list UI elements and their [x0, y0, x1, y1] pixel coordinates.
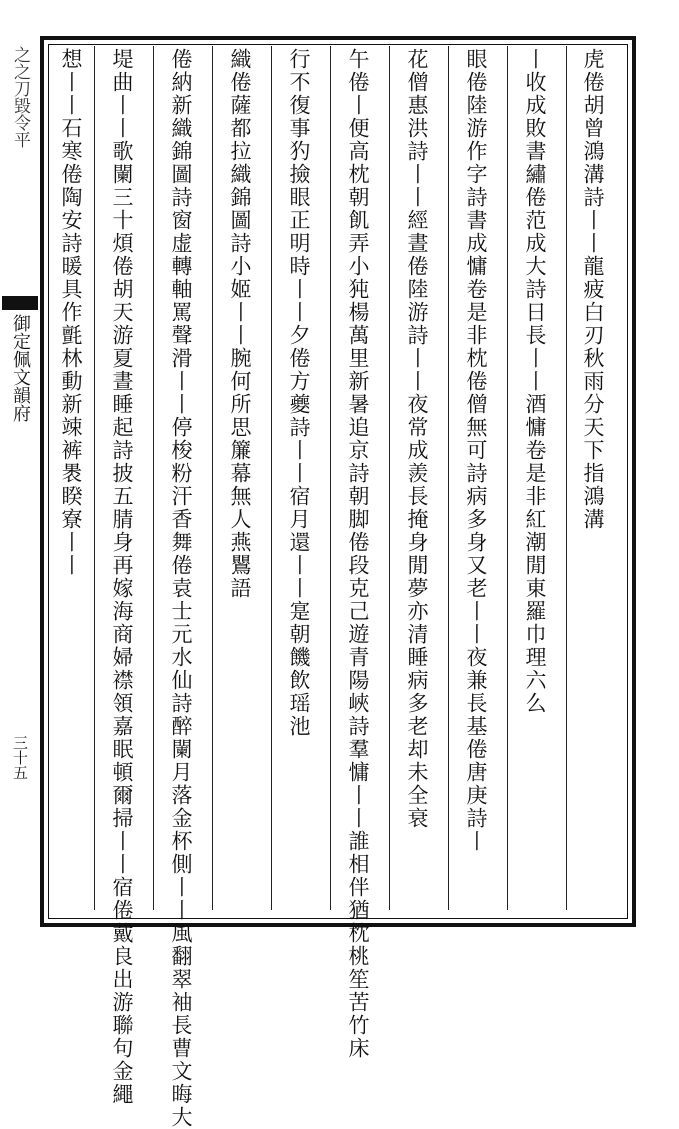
column-rule	[94, 46, 95, 910]
column-rule	[507, 46, 508, 910]
text-column-10: 想丨丨石寒倦陶安詩暖具作氈林動新竦裤褁睽寮丨丨	[59, 48, 83, 577]
column-rule	[389, 46, 390, 910]
text-column-2: 丨收成敗書繡倦范成大詩日長丨丨酒慵卷是非紅潮閒東羅巾理六么	[523, 48, 547, 715]
text-column-5: 午倦丨便高枕朝飢弄小㹠楊萬里新暑追京詩朝脚倦段克己遊青陽峽詩羣慵丨丨誰相伴猶枕桃笙苦竹床	[346, 48, 370, 1060]
page-number: 三十五	[11, 735, 29, 780]
column-rule	[448, 46, 449, 910]
margin-fragment-text: 之之刀毀令平	[10, 46, 30, 148]
text-column-7: 織倦薩都拉織錦圖詩小姬丨丨腕何所思簾幕無人燕鸎語	[228, 48, 252, 600]
text-column-6: 行不復事犳撿眼正明時丨丨夕倦方夔詩丨丨宿月還丨丨寔朝饑飲瑶池	[287, 48, 311, 738]
fish-tail-ornament	[2, 296, 38, 310]
text-column-3: 眼倦陸游作字詩書成慵卷是非枕倦僧無可詩病多身又老丨丨夜兼長基倦唐庚詩丨	[464, 48, 488, 853]
page-margin	[0, 0, 40, 969]
column-rule	[330, 46, 331, 910]
column-rule	[153, 46, 154, 910]
book-title: 御定佩文韻府	[10, 314, 31, 422]
column-rule	[566, 46, 567, 910]
text-column-8: 倦納新織錦圖詩窗虚轉軸罵聲滑丨丨停梭粉汗香舞倦袁士元水仙詩醉闌月落金杯側丨丨風翻翠袖長曹文晦大	[169, 48, 193, 1129]
column-rule	[212, 46, 213, 910]
text-column-1: 虎倦胡曾鴻溝詩丨丨龍疲白刃秋雨分天下指鴻溝	[581, 48, 605, 531]
column-rule	[271, 46, 272, 910]
text-column-9: 堤曲丨丨歌闌三十煩倦胡天游夏晝睡起詩披五腈身再嫁海商婦襟領嘉眠頓爾掃丨丨宿倦戴良出游聯句金繩	[110, 48, 134, 1106]
text-column-4: 花僧惠洪詩丨丨經晝倦陸游詩丨丨夜常成羨長掩身閒夢亦清睡病多老却未全衰	[405, 48, 429, 830]
